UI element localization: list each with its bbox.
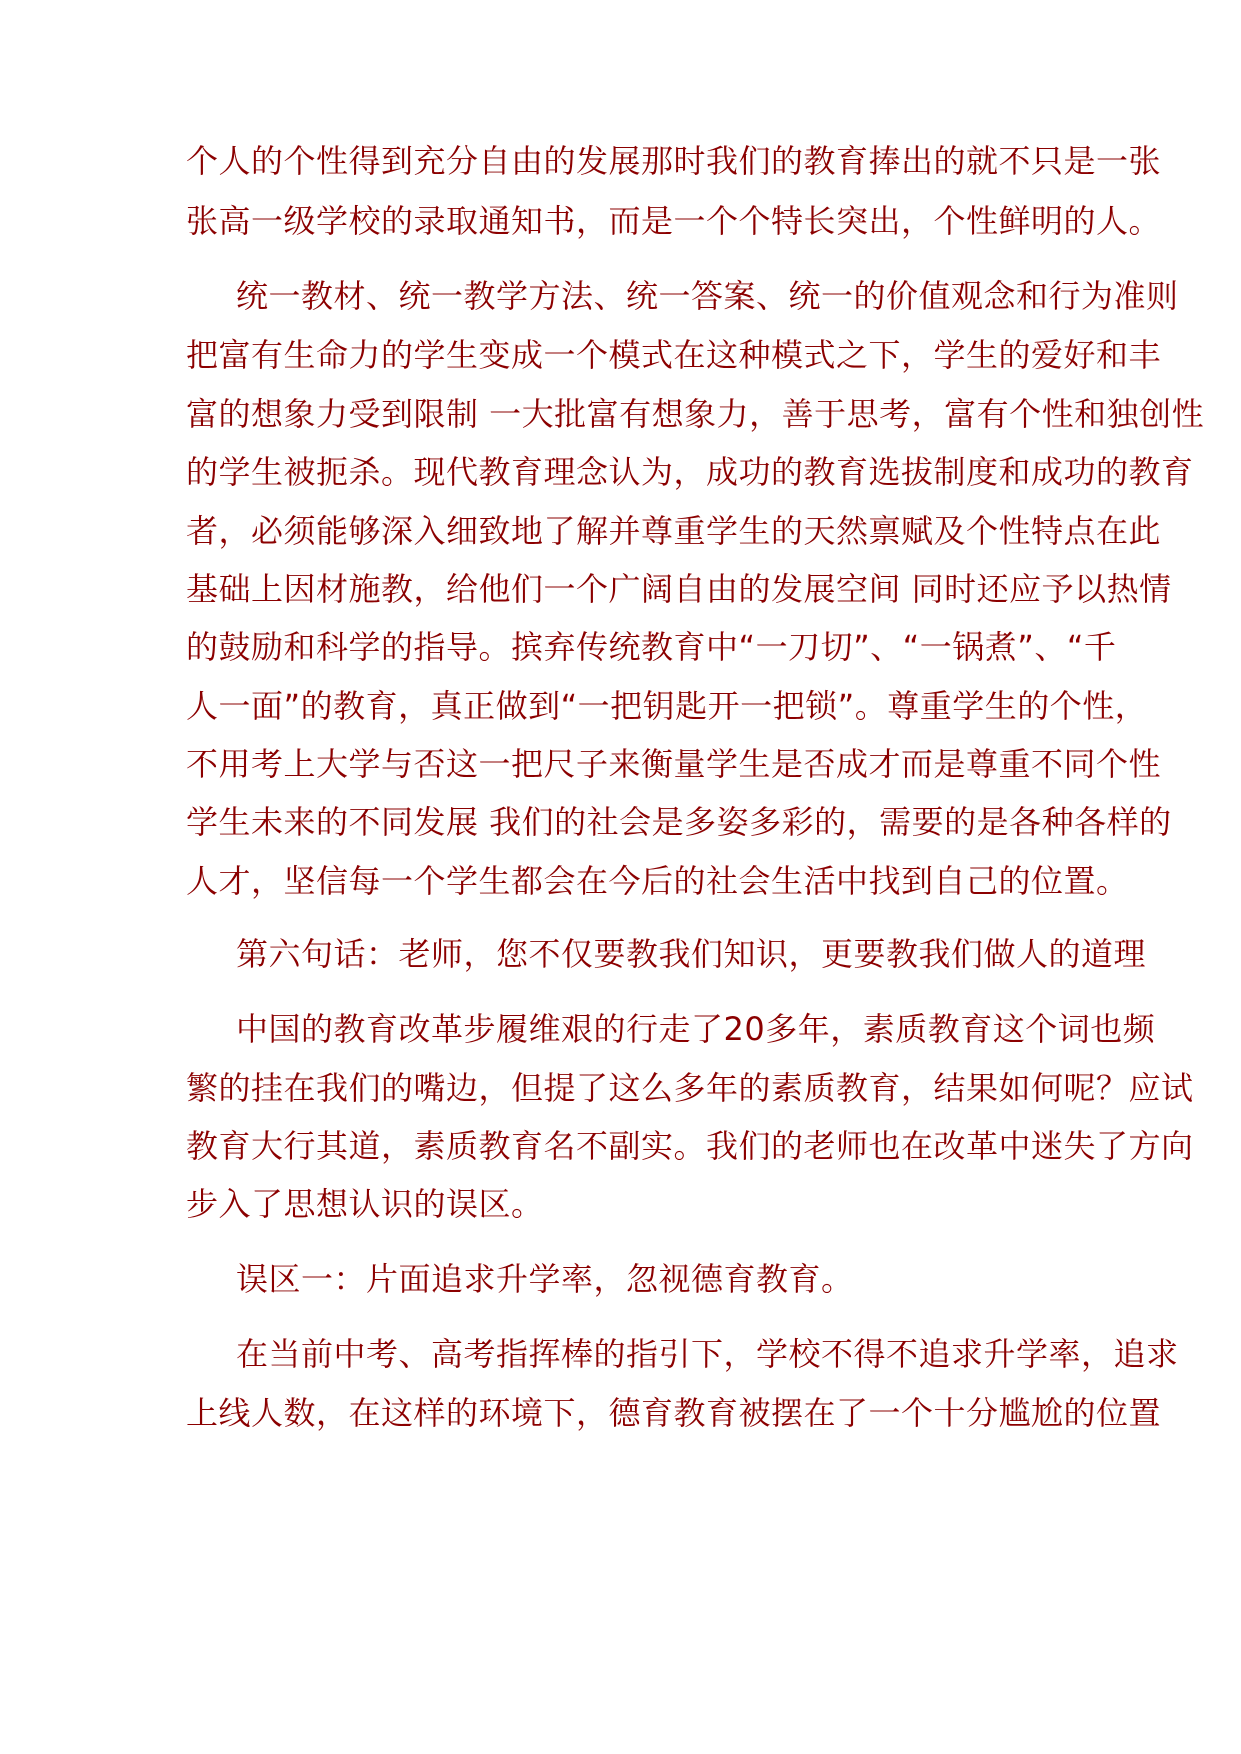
text-line: 人一面”的教育，真正做到“一把钥匙开一把锁”。尊重学生的个性， (186, 687, 1148, 725)
paragraph-start-line: 中国的教育改革步履维艰的行走了20多年，素质教育这个词也频 (236, 1010, 1156, 1048)
text-line: 学生未来的不同发展 我们的社会是多姿多彩的，需要的是各种各样的 (186, 803, 1172, 841)
text-line: 教育大行其道，素质教育名不副实。我们的老师也在改革中迷失了方向 (186, 1127, 1194, 1165)
text-line: 张高一级学校的录取通知书，而是一个个特长突出，个性鲜明的人。 (186, 202, 1162, 240)
subsection-heading: 误区一：片面追求升学率，忽视德育教育。 (236, 1260, 854, 1298)
text-line: 上线人数，在这样的环境下，德育教育被摆在了一个十分尴尬的位置 (186, 1394, 1162, 1432)
text-line: 的鼓励和科学的指导。摈弃传统教育中“一刀切”、“一锅煮”、“千 (186, 628, 1117, 666)
text-line: 步入了思想认识的误区。 (186, 1185, 544, 1223)
text-line: 繁的挂在我们的嘴边，但提了这么多年的素质教育，结果如何呢？应试 (186, 1069, 1194, 1107)
paragraph-start-line: 统一教材、统一教学方法、统一答案、统一的价值观念和行为准则 (236, 277, 1179, 315)
text-line: 把富有生命力的学生变成一个模式在这种模式之下，学生的爱好和丰 (186, 336, 1162, 374)
text-line: 人才，坚信每一个学生都会在今后的社会生活中找到自己的位置。 (186, 862, 1129, 900)
text-line: 富的想象力受到限制 一大批富有想象力，善于思考，富有个性和独创性 (186, 395, 1205, 433)
text-line: 的学生被扼杀。现代教育理念认为，成功的教育选拔制度和成功的教育 (186, 453, 1194, 491)
text-line: 者，必须能够深入细致地了解并尊重学生的天然禀赋及个性特点在此 (186, 512, 1162, 550)
paragraph-start-line: 在当前中考、高考指挥棒的指引下，学校不得不追求升学率，追求 (236, 1335, 1179, 1373)
section-heading: 第六句话：老师，您不仅要教我们知识，更要教我们做人的道理 (236, 935, 1147, 973)
text-line: 个人的个性得到充分自由的发展那时我们的教育捧出的就不只是一张 (186, 142, 1162, 180)
text-line: 不用考上大学与否这一把尺子来衡量学生是否成才而是尊重不同个性 (186, 745, 1162, 783)
text-line: 基础上因材施教，给他们一个广阔自由的发展空间 同时还应予以热情 (186, 570, 1172, 608)
